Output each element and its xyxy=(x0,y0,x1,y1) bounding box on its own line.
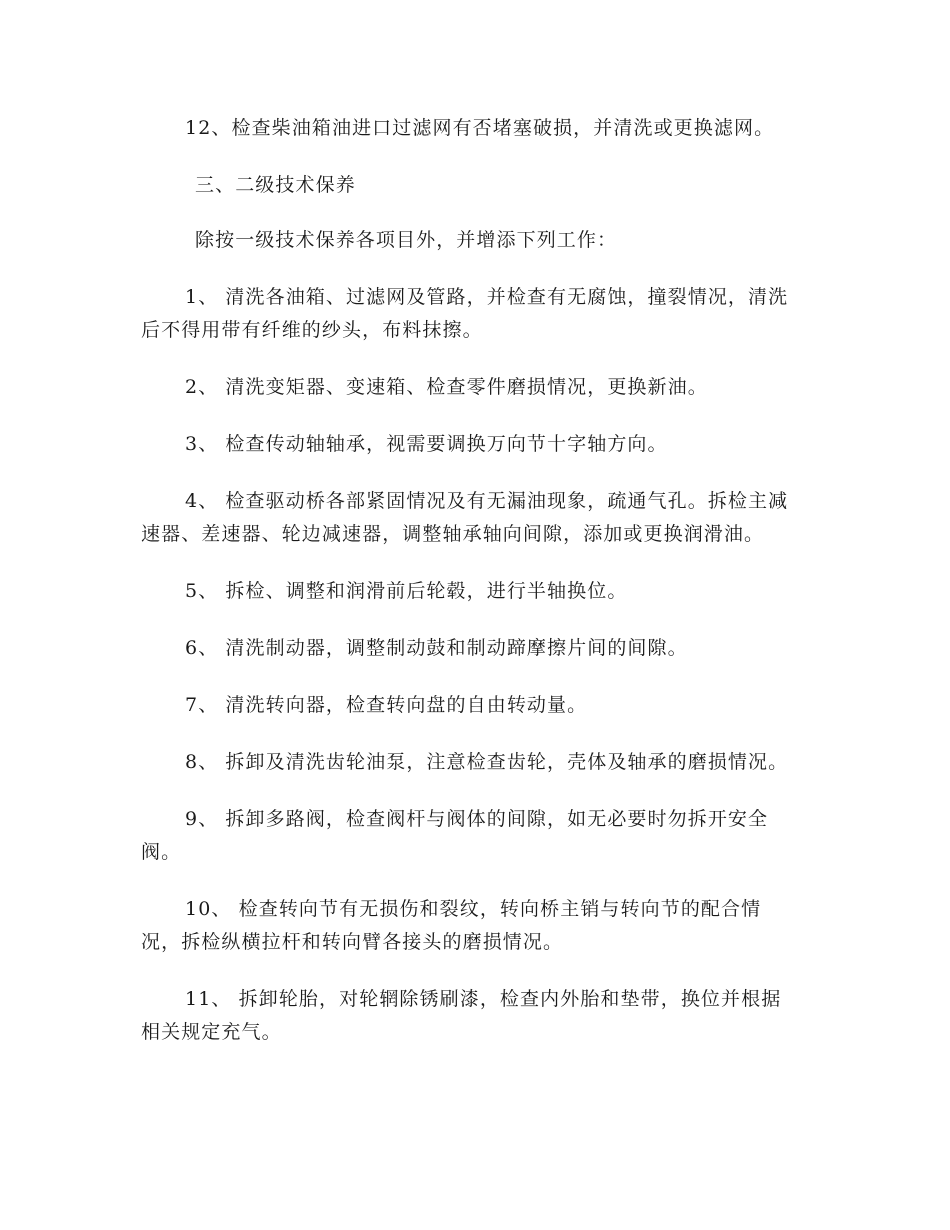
paragraph-item-9: 9、 拆卸多路阀，检查阀杆与阀体的间隙，如无必要时勿拆开安全阀。 xyxy=(141,808,769,863)
paragraph-item-4: 4、 检查驱动桥各部紧固情况及有无漏油现象，疏通气孔。拆检主减速器、差速器、轮边减速器，调整轴承轴向间隙，添加或更换润滑油。 xyxy=(141,490,789,545)
paragraph-item-3: 3、 检查传动轴轴承，视需要调换万向节十字轴方向。 xyxy=(185,433,668,455)
paragraph-item-8: 8、 拆卸及清洗齿轮油泵，注意检查齿轮，壳体及轴承的磨损情况。 xyxy=(185,751,789,773)
paragraph-item-1: 1、 清洗各油箱、过滤网及管路，并检查有无腐蚀，撞裂情况，清洗后不得用带有纤维的纱头，布料抹擦。 xyxy=(141,286,789,341)
paragraph-item-11: 11、 拆卸轮胎，对轮辋除锈刷漆，检查内外胎和垫带，换位并根据相关规定充气。 xyxy=(141,988,782,1043)
paragraph-item-2: 2、 清洗变矩器、变速箱、检查零件磨损情况，更换新油。 xyxy=(185,376,708,398)
section-heading: 三、二级技术保养 xyxy=(195,174,356,196)
section-intro: 除按一级技术保养各项目外，并增添下列工作： xyxy=(195,229,618,251)
paragraph-item-10: 10、 检查转向节有无损伤和裂纹，转向桥主销与转向节的配合情况，拆检纵横拉杆和转向臂各接头的磨损情况。 xyxy=(141,898,762,953)
document-page xyxy=(141,112,801,1049)
paragraph-item-7: 7、 清洗转向器，检查转向盘的自由转动量。 xyxy=(185,694,588,716)
paragraph-item-5: 5、 拆检、调整和润滑前后轮毂，进行半轴换位。 xyxy=(185,580,628,602)
paragraph-item-6: 6、 清洗制动器，调整制动鼓和制动蹄摩擦片间的间隙。 xyxy=(185,637,688,659)
paragraph-item-12: 12、检查柴油箱油进口过滤网有否堵塞破损，并清洗或更换滤网。 xyxy=(185,117,775,139)
